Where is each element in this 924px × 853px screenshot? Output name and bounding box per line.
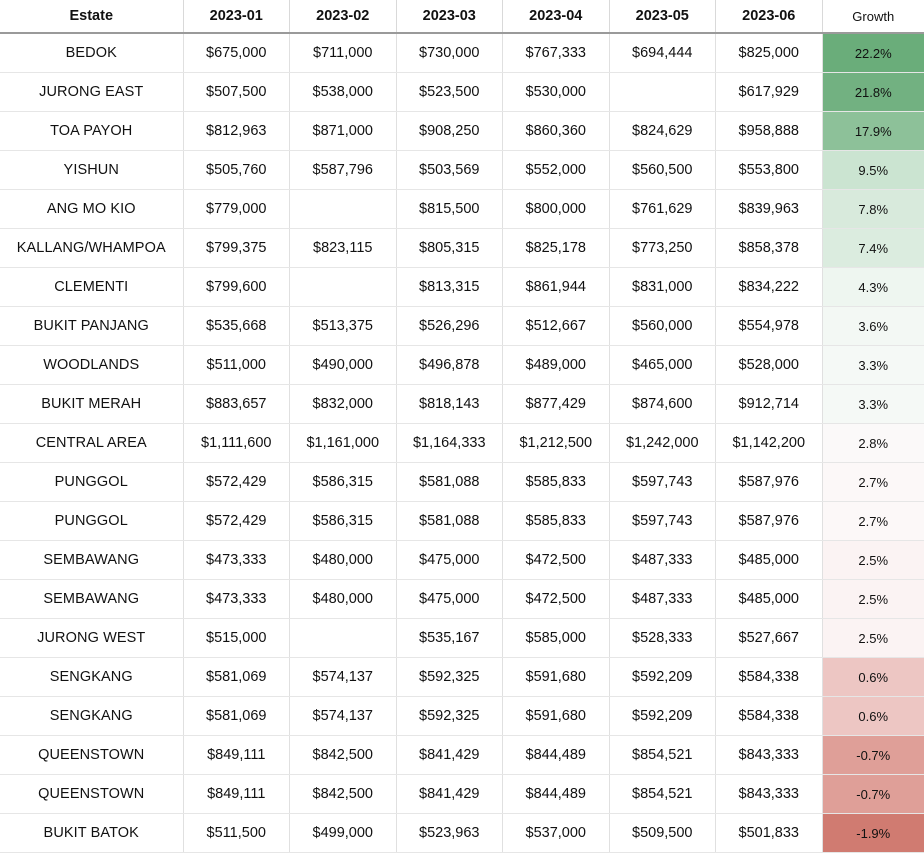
- price-cell: $485,000: [716, 541, 823, 580]
- price-cell: $773,250: [609, 229, 716, 268]
- estate-cell: SENGKANG: [0, 658, 183, 697]
- estate-cell: TOA PAYOH: [0, 112, 183, 151]
- price-cell: $834,222: [716, 268, 823, 307]
- price-cell: $1,164,333: [396, 424, 503, 463]
- estate-cell: KALLANG/WHAMPOA: [0, 229, 183, 268]
- price-cell: $511,000: [183, 346, 290, 385]
- price-cell: $617,929: [716, 73, 823, 112]
- price-cell: $1,111,600: [183, 424, 290, 463]
- price-cell: $480,000: [290, 580, 397, 619]
- price-cell: $592,325: [396, 658, 503, 697]
- price-cell: $472,500: [503, 580, 610, 619]
- growth-cell: 2.8%: [822, 424, 924, 463]
- table-row: [0, 151, 924, 190]
- price-cell: $1,242,000: [609, 424, 716, 463]
- price-cell: $825,178: [503, 229, 610, 268]
- price-cell: $849,111: [183, 736, 290, 775]
- header-estate: Estate: [0, 0, 183, 33]
- price-cell: $552,000: [503, 151, 610, 190]
- price-cell: $509,500: [609, 814, 716, 853]
- price-cell: $841,429: [396, 736, 503, 775]
- price-cell: [290, 268, 397, 307]
- estate-cell: WOODLANDS: [0, 346, 183, 385]
- price-cell: $526,296: [396, 307, 503, 346]
- header-growth: Growth: [822, 0, 924, 33]
- price-cell: $513,375: [290, 307, 397, 346]
- price-cell: $908,250: [396, 112, 503, 151]
- price-cell: $505,760: [183, 151, 290, 190]
- price-cell: $473,333: [183, 580, 290, 619]
- price-cell: $1,161,000: [290, 424, 397, 463]
- header-2023-04: 2023-04: [503, 0, 610, 33]
- estate-cell: PUNGGOL: [0, 463, 183, 502]
- table-header: [0, 0, 924, 33]
- growth-cell: 0.6%: [822, 697, 924, 736]
- price-cell: $779,000: [183, 190, 290, 229]
- price-cell: $475,000: [396, 541, 503, 580]
- price-cell: $480,000: [290, 541, 397, 580]
- price-cell: $812,963: [183, 112, 290, 151]
- price-cell: $574,137: [290, 697, 397, 736]
- estate-cell: JURONG EAST: [0, 73, 183, 112]
- price-cell: $572,429: [183, 502, 290, 541]
- price-cell: $844,489: [503, 736, 610, 775]
- price-cell: $730,000: [396, 33, 503, 73]
- table-row: [0, 385, 924, 424]
- price-cell: [609, 73, 716, 112]
- table-row: [0, 307, 924, 346]
- price-cell: $597,743: [609, 502, 716, 541]
- price-cell: $515,000: [183, 619, 290, 658]
- table-row: [0, 268, 924, 307]
- growth-cell: -0.7%: [822, 775, 924, 814]
- price-cell: $587,976: [716, 502, 823, 541]
- price-cell: $528,000: [716, 346, 823, 385]
- growth-cell: 22.2%: [822, 33, 924, 73]
- price-cell: [290, 619, 397, 658]
- price-cell: $858,378: [716, 229, 823, 268]
- price-cell: $584,338: [716, 658, 823, 697]
- table-row: [0, 463, 924, 502]
- growth-cell: 2.5%: [822, 541, 924, 580]
- growth-cell: 17.9%: [822, 112, 924, 151]
- price-cell: $843,333: [716, 736, 823, 775]
- growth-cell: 2.5%: [822, 580, 924, 619]
- price-cell: $1,212,500: [503, 424, 610, 463]
- price-cell: $675,000: [183, 33, 290, 73]
- table-row: [0, 190, 924, 229]
- table-row: [0, 502, 924, 541]
- table-row: [0, 33, 924, 73]
- price-cell: $581,069: [183, 697, 290, 736]
- table-row: [0, 658, 924, 697]
- price-cell: $503,569: [396, 151, 503, 190]
- price-cell: $560,500: [609, 151, 716, 190]
- price-cell: $860,360: [503, 112, 610, 151]
- price-cell: $824,629: [609, 112, 716, 151]
- table-body: [0, 33, 924, 853]
- price-cell: $805,315: [396, 229, 503, 268]
- price-cell: $527,667: [716, 619, 823, 658]
- growth-cell: 3.3%: [822, 346, 924, 385]
- price-cell: $584,338: [716, 697, 823, 736]
- growth-cell: 9.5%: [822, 151, 924, 190]
- price-cell: $511,500: [183, 814, 290, 853]
- growth-cell: 2.7%: [822, 463, 924, 502]
- growth-cell: 21.8%: [822, 73, 924, 112]
- price-cell: $799,600: [183, 268, 290, 307]
- price-cell: $883,657: [183, 385, 290, 424]
- price-cell: $592,209: [609, 697, 716, 736]
- price-cell: $472,500: [503, 541, 610, 580]
- price-cell: $849,111: [183, 775, 290, 814]
- price-cell: $831,000: [609, 268, 716, 307]
- price-cell: $799,375: [183, 229, 290, 268]
- table-row: [0, 580, 924, 619]
- price-cell: $574,137: [290, 658, 397, 697]
- table-row: [0, 814, 924, 853]
- price-cell: $800,000: [503, 190, 610, 229]
- price-cell: $839,963: [716, 190, 823, 229]
- price-cell: $581,088: [396, 463, 503, 502]
- price-cell: $813,315: [396, 268, 503, 307]
- price-cell: $538,000: [290, 73, 397, 112]
- growth-cell: 7.8%: [822, 190, 924, 229]
- table-row: [0, 697, 924, 736]
- price-cell: $487,333: [609, 580, 716, 619]
- price-cell: $586,315: [290, 463, 397, 502]
- growth-cell: 7.4%: [822, 229, 924, 268]
- growth-cell: 2.5%: [822, 619, 924, 658]
- estate-cell: SEMBAWANG: [0, 541, 183, 580]
- price-cell: $841,429: [396, 775, 503, 814]
- price-cell: $592,325: [396, 697, 503, 736]
- price-cell: $530,000: [503, 73, 610, 112]
- price-cell: $490,000: [290, 346, 397, 385]
- header-2023-05: 2023-05: [609, 0, 716, 33]
- header-row: [0, 0, 924, 33]
- price-cell: $475,000: [396, 580, 503, 619]
- price-cell: $591,680: [503, 697, 610, 736]
- price-cell: $585,833: [503, 502, 610, 541]
- price-cell: $496,878: [396, 346, 503, 385]
- price-cell: $877,429: [503, 385, 610, 424]
- price-cell: $581,088: [396, 502, 503, 541]
- price-cell: $512,667: [503, 307, 610, 346]
- price-cell: $958,888: [716, 112, 823, 151]
- growth-cell: -0.7%: [822, 736, 924, 775]
- table-row: [0, 229, 924, 268]
- table-row: [0, 619, 924, 658]
- price-cell: $528,333: [609, 619, 716, 658]
- price-cell: $854,521: [609, 775, 716, 814]
- price-cell: $694,444: [609, 33, 716, 73]
- price-cell: $587,796: [290, 151, 397, 190]
- table-row: [0, 424, 924, 463]
- estate-cell: QUEENSTOWN: [0, 775, 183, 814]
- price-cell: $591,680: [503, 658, 610, 697]
- price-cell: $465,000: [609, 346, 716, 385]
- estate-cell: BUKIT PANJANG: [0, 307, 183, 346]
- estate-cell: BEDOK: [0, 33, 183, 73]
- growth-cell: 4.3%: [822, 268, 924, 307]
- table-row: [0, 541, 924, 580]
- estate-cell: YISHUN: [0, 151, 183, 190]
- price-cell: $473,333: [183, 541, 290, 580]
- price-cell: $581,069: [183, 658, 290, 697]
- price-cell: $842,500: [290, 736, 397, 775]
- price-cell: $874,600: [609, 385, 716, 424]
- price-cell: $818,143: [396, 385, 503, 424]
- table-row: [0, 775, 924, 814]
- header-2023-01: 2023-01: [183, 0, 290, 33]
- header-2023-06: 2023-06: [716, 0, 823, 33]
- price-cell: $501,833: [716, 814, 823, 853]
- price-cell: $499,000: [290, 814, 397, 853]
- price-cell: $535,668: [183, 307, 290, 346]
- price-cell: $815,500: [396, 190, 503, 229]
- price-cell: [290, 190, 397, 229]
- estate-cell: BUKIT BATOK: [0, 814, 183, 853]
- price-cell: $535,167: [396, 619, 503, 658]
- estate-cell: QUEENSTOWN: [0, 736, 183, 775]
- price-cell: $485,000: [716, 580, 823, 619]
- price-cell: $586,315: [290, 502, 397, 541]
- table-row: [0, 112, 924, 151]
- header-2023-03: 2023-03: [396, 0, 503, 33]
- estate-cell: CENTRAL AREA: [0, 424, 183, 463]
- price-cell: $523,500: [396, 73, 503, 112]
- growth-cell: -1.9%: [822, 814, 924, 853]
- estate-cell: BUKIT MERAH: [0, 385, 183, 424]
- price-cell: $553,800: [716, 151, 823, 190]
- table-row: [0, 346, 924, 385]
- price-cell: $560,000: [609, 307, 716, 346]
- price-cell: $825,000: [716, 33, 823, 73]
- price-cell: $585,833: [503, 463, 610, 502]
- table-row: [0, 73, 924, 112]
- price-cell: $537,000: [503, 814, 610, 853]
- price-cell: $854,521: [609, 736, 716, 775]
- price-cell: $523,963: [396, 814, 503, 853]
- price-cell: $487,333: [609, 541, 716, 580]
- price-cell: $912,714: [716, 385, 823, 424]
- price-cell: $592,209: [609, 658, 716, 697]
- price-cell: $554,978: [716, 307, 823, 346]
- price-cell: $767,333: [503, 33, 610, 73]
- price-cell: $842,500: [290, 775, 397, 814]
- growth-cell: 3.6%: [822, 307, 924, 346]
- price-cell: $861,944: [503, 268, 610, 307]
- price-cell: $871,000: [290, 112, 397, 151]
- price-cell: $489,000: [503, 346, 610, 385]
- price-cell: $587,976: [716, 463, 823, 502]
- price-cell: $832,000: [290, 385, 397, 424]
- estate-cell: ANG MO KIO: [0, 190, 183, 229]
- price-cell: $823,115: [290, 229, 397, 268]
- price-cell: $1,142,200: [716, 424, 823, 463]
- price-cell: $843,333: [716, 775, 823, 814]
- header-2023-02: 2023-02: [290, 0, 397, 33]
- estate-cell: JURONG WEST: [0, 619, 183, 658]
- price-cell: $507,500: [183, 73, 290, 112]
- estate-cell: CLEMENTI: [0, 268, 183, 307]
- price-cell: $844,489: [503, 775, 610, 814]
- estate-cell: PUNGGOL: [0, 502, 183, 541]
- price-cell: $572,429: [183, 463, 290, 502]
- estate-cell: SEMBAWANG: [0, 580, 183, 619]
- table-row: [0, 736, 924, 775]
- estate-cell: SENGKANG: [0, 697, 183, 736]
- price-cell: $597,743: [609, 463, 716, 502]
- price-cell: $761,629: [609, 190, 716, 229]
- price-cell: $585,000: [503, 619, 610, 658]
- growth-cell: 2.7%: [822, 502, 924, 541]
- growth-cell: 3.3%: [822, 385, 924, 424]
- price-cell: $711,000: [290, 33, 397, 73]
- growth-cell: 0.6%: [822, 658, 924, 697]
